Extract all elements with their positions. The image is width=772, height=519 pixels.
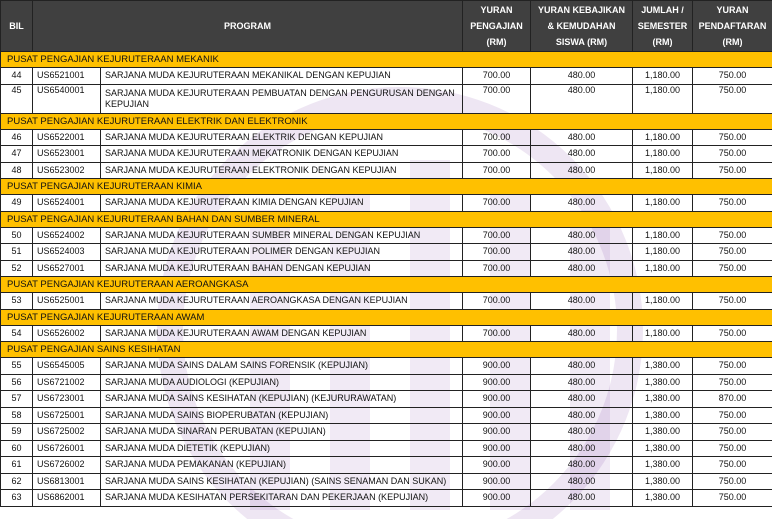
header-yuran-kebajikan xyxy=(531,1,633,52)
jumlah-cell: 1,180.00 xyxy=(633,293,693,310)
jumlah-cell: 1,380.00 xyxy=(633,473,693,490)
program-code-cell: US6725002 xyxy=(33,424,101,441)
section-row xyxy=(1,277,772,293)
program-code-cell: US6726002 xyxy=(33,457,101,474)
program-code-cell: US6524001 xyxy=(33,195,101,212)
program-name-cell: SARJANA MUDA KEJURUTERAAN ELEKTRIK DENGAN KEPUJIAN xyxy=(101,129,463,146)
program-code-cell: US6524003 xyxy=(33,244,101,261)
header-yuran-pendaftaran xyxy=(693,1,772,52)
yuran-pendaftaran-cell: 750.00 xyxy=(693,293,772,310)
yuran-pengajian-cell: 900.00 xyxy=(463,407,531,424)
header-yuran-pengajian xyxy=(463,1,531,52)
yuran-kebajikan-cell: 480.00 xyxy=(531,227,633,244)
bil-cell: 51 xyxy=(1,244,33,261)
yuran-kebajikan-cell: 480.00 xyxy=(531,293,633,310)
table-row xyxy=(1,293,772,310)
jumlah-cell: 1,380.00 xyxy=(633,407,693,424)
program-code-cell: US6526002 xyxy=(33,325,101,342)
yuran-pengajian-cell: 900.00 xyxy=(463,374,531,391)
program-code-cell: US6522001 xyxy=(33,129,101,146)
bil-cell: 48 xyxy=(1,162,33,179)
program-code-cell: US6523001 xyxy=(33,146,101,163)
table-row xyxy=(1,146,772,163)
section-title: PUSAT PENGAJIAN KEJURUTERAAN AEROANGKASA xyxy=(1,277,772,293)
program-code-cell: US6725001 xyxy=(33,407,101,424)
program-name-cell: SARJANA MUDA KEJURUTERAAN PEMBUATAN DENGAN PENGURUSAN DENGAN KEPUJIAN xyxy=(101,84,463,113)
yuran-kebajikan-cell: 480.00 xyxy=(531,162,633,179)
header-text: PENDAFTARAN xyxy=(698,21,767,31)
table-row xyxy=(1,424,772,441)
table-row xyxy=(1,244,772,261)
yuran-pengajian-cell: 900.00 xyxy=(463,473,531,490)
program-name-cell: SARJANA MUDA SAINS KESIHATAN (KEPUJIAN) (KEJURURAWATAN) xyxy=(101,391,463,408)
header-text: SEMESTER xyxy=(637,21,688,31)
header-jumlah xyxy=(633,1,693,52)
yuran-kebajikan-cell: 480.00 xyxy=(531,84,633,113)
table-row xyxy=(1,457,772,474)
header-bil: BIL xyxy=(1,1,33,52)
program-name-cell: SARJANA MUDA DIETETIK (KEPUJIAN) xyxy=(101,440,463,457)
program-code-cell: US6862001 xyxy=(33,490,101,507)
yuran-pengajian-cell: 900.00 xyxy=(463,457,531,474)
yuran-pendaftaran-cell: 750.00 xyxy=(693,146,772,163)
yuran-kebajikan-cell: 480.00 xyxy=(531,473,633,490)
yuran-pengajian-cell: 700.00 xyxy=(463,244,531,261)
jumlah-cell: 1,380.00 xyxy=(633,358,693,375)
jumlah-cell: 1,180.00 xyxy=(633,129,693,146)
jumlah-cell: 1,180.00 xyxy=(633,84,693,113)
header-text: YURAN xyxy=(480,5,513,15)
yuran-kebajikan-cell: 480.00 xyxy=(531,358,633,375)
header-text: YURAN xyxy=(716,5,749,15)
program-code-cell: US6721002 xyxy=(33,374,101,391)
jumlah-cell: 1,180.00 xyxy=(633,227,693,244)
program-code-cell: US6523002 xyxy=(33,162,101,179)
table-row xyxy=(1,440,772,457)
yuran-kebajikan-cell: 480.00 xyxy=(531,68,633,85)
bil-cell: 49 xyxy=(1,195,33,212)
bil-cell: 44 xyxy=(1,68,33,85)
yuran-pengajian-cell: 900.00 xyxy=(463,440,531,457)
bil-cell: 56 xyxy=(1,374,33,391)
table-row xyxy=(1,195,772,212)
header-text: JUMLAH / xyxy=(641,5,684,15)
yuran-pendaftaran-cell: 750.00 xyxy=(693,195,772,212)
section-title: PUSAT PENGAJIAN KEJURUTERAAN AWAM xyxy=(1,309,772,325)
yuran-pendaftaran-cell: 750.00 xyxy=(693,325,772,342)
yuran-pendaftaran-cell: 750.00 xyxy=(693,457,772,474)
yuran-pengajian-cell: 700.00 xyxy=(463,293,531,310)
table-row xyxy=(1,391,772,408)
jumlah-cell: 1,380.00 xyxy=(633,424,693,441)
yuran-kebajikan-cell: 480.00 xyxy=(531,325,633,342)
jumlah-cell: 1,180.00 xyxy=(633,325,693,342)
yuran-kebajikan-cell: 480.00 xyxy=(531,260,633,277)
header-text: YURAN KEBAJIKAN xyxy=(537,5,625,15)
yuran-pendaftaran-cell: 750.00 xyxy=(693,358,772,375)
program-name-cell: SARJANA MUDA KESIHATAN PERSEKITARAN DAN PEKERJAAN (KEPUJIAN) xyxy=(101,490,463,507)
yuran-pendaftaran-cell: 750.00 xyxy=(693,473,772,490)
header-program: PROGRAM xyxy=(33,1,463,52)
section-row xyxy=(1,179,772,195)
program-code-cell: US6540001 xyxy=(33,84,101,113)
jumlah-cell: 1,180.00 xyxy=(633,162,693,179)
yuran-pendaftaran-cell: 750.00 xyxy=(693,162,772,179)
yuran-pendaftaran-cell: 750.00 xyxy=(693,244,772,261)
bil-cell: 53 xyxy=(1,293,33,310)
yuran-pengajian-cell: 700.00 xyxy=(463,129,531,146)
table-row xyxy=(1,358,772,375)
yuran-kebajikan-cell: 480.00 xyxy=(531,490,633,507)
table-row xyxy=(1,407,772,424)
yuran-kebajikan-cell: 480.00 xyxy=(531,407,633,424)
table-row xyxy=(1,162,772,179)
table-row xyxy=(1,227,772,244)
bil-cell: 52 xyxy=(1,260,33,277)
program-code-cell: US6723001 xyxy=(33,391,101,408)
program-name-cell: SARJANA MUDA KEJURUTERAAN AWAM DENGAN KEPUJIAN xyxy=(101,325,463,342)
program-code-cell: US6521001 xyxy=(33,68,101,85)
yuran-kebajikan-cell: 480.00 xyxy=(531,374,633,391)
yuran-pendaftaran-cell: 750.00 xyxy=(693,490,772,507)
bil-cell: 63 xyxy=(1,490,33,507)
table-row xyxy=(1,473,772,490)
program-code-cell: US6524002 xyxy=(33,227,101,244)
program-name-cell: SARJANA MUDA KEJURUTERAAN BAHAN DENGAN KEPUJIAN xyxy=(101,260,463,277)
yuran-pengajian-cell: 700.00 xyxy=(463,195,531,212)
program-name-cell: SARJANA MUDA SINARAN PERUBATAN (KEPUJIAN) xyxy=(101,424,463,441)
bil-cell: 58 xyxy=(1,407,33,424)
section-row xyxy=(1,309,772,325)
yuran-kebajikan-cell: 480.00 xyxy=(531,195,633,212)
yuran-pengajian-cell: 700.00 xyxy=(463,68,531,85)
section-row xyxy=(1,342,772,358)
program-name-cell: SARJANA MUDA KEJURUTERAAN MEKATRONIK DENGAN KEPUJIAN xyxy=(101,146,463,163)
yuran-kebajikan-cell: 480.00 xyxy=(531,440,633,457)
section-row xyxy=(1,113,772,129)
header-text: (RM) xyxy=(652,37,673,47)
header-text: (RM) xyxy=(486,37,507,47)
yuran-pengajian-cell: 700.00 xyxy=(463,146,531,163)
section-row xyxy=(1,52,772,68)
bil-cell: 59 xyxy=(1,424,33,441)
yuran-pengajian-cell: 900.00 xyxy=(463,358,531,375)
program-name-cell: SARJANA MUDA KEJURUTERAAN MEKANIKAL DENGAN KEPUJIAN xyxy=(101,68,463,85)
bil-cell: 60 xyxy=(1,440,33,457)
yuran-pengajian-cell: 900.00 xyxy=(463,391,531,408)
yuran-pendaftaran-cell: 750.00 xyxy=(693,424,772,441)
yuran-pengajian-cell: 700.00 xyxy=(463,162,531,179)
jumlah-cell: 1,180.00 xyxy=(633,244,693,261)
jumlah-cell: 1,180.00 xyxy=(633,68,693,85)
yuran-kebajikan-cell: 480.00 xyxy=(531,424,633,441)
program-name-cell: SARJANA MUDA KEJURUTERAAN KIMIA DENGAN KEPUJIAN xyxy=(101,195,463,212)
bil-cell: 55 xyxy=(1,358,33,375)
yuran-pendaftaran-cell: 750.00 xyxy=(693,374,772,391)
section-title: PUSAT PENGAJIAN KEJURUTERAAN BAHAN DAN SUMBER MINERAL xyxy=(1,211,772,227)
table-body xyxy=(1,52,772,507)
bil-cell: 50 xyxy=(1,227,33,244)
yuran-pendaftaran-cell: 750.00 xyxy=(693,440,772,457)
yuran-pengajian-cell: 700.00 xyxy=(463,260,531,277)
yuran-kebajikan-cell: 480.00 xyxy=(531,457,633,474)
header-row xyxy=(1,1,772,52)
yuran-pendaftaran-cell: 750.00 xyxy=(693,68,772,85)
yuran-kebajikan-cell: 480.00 xyxy=(531,391,633,408)
program-name-cell: SARJANA MUDA PEMAKANAN (KEPUJIAN) xyxy=(101,457,463,474)
program-name-cell: SARJANA MUDA KEJURUTERAAN ELEKTRONIK DENGAN KEPUJIAN xyxy=(101,162,463,179)
jumlah-cell: 1,380.00 xyxy=(633,374,693,391)
jumlah-cell: 1,380.00 xyxy=(633,457,693,474)
program-name-cell: SARJANA MUDA KEJURUTERAAN SUMBER MINERAL DENGAN KEPUJIAN xyxy=(101,227,463,244)
yuran-pendaftaran-cell: 750.00 xyxy=(693,260,772,277)
table-row xyxy=(1,325,772,342)
program-name-cell: SARJANA MUDA KEJURUTERAAN AEROANGKASA DENGAN KEPUJIAN xyxy=(101,293,463,310)
yuran-kebajikan-cell: 480.00 xyxy=(531,129,633,146)
jumlah-cell: 1,180.00 xyxy=(633,195,693,212)
table-row xyxy=(1,260,772,277)
jumlah-cell: 1,380.00 xyxy=(633,391,693,408)
header-text: & KEMUDAHAN xyxy=(547,21,616,31)
yuran-pengajian-cell: 700.00 xyxy=(463,325,531,342)
yuran-pengajian-cell: 700.00 xyxy=(463,227,531,244)
yuran-kebajikan-cell: 480.00 xyxy=(531,244,633,261)
bil-cell: 62 xyxy=(1,473,33,490)
bil-cell: 45 xyxy=(1,84,33,113)
section-row xyxy=(1,211,772,227)
jumlah-cell: 1,380.00 xyxy=(633,440,693,457)
bil-cell: 57 xyxy=(1,391,33,408)
bil-cell: 61 xyxy=(1,457,33,474)
yuran-pendaftaran-cell: 870.00 xyxy=(693,391,772,408)
yuran-pendaftaran-cell: 750.00 xyxy=(693,84,772,113)
program-name-cell: SARJANA MUDA SAINS KESIHATAN (KEPUJIAN) (SAINS SENAMAN DAN SUKAN) xyxy=(101,473,463,490)
table-row xyxy=(1,84,772,113)
jumlah-cell: 1,180.00 xyxy=(633,146,693,163)
table-row xyxy=(1,129,772,146)
yuran-kebajikan-cell: 480.00 xyxy=(531,146,633,163)
program-name-cell: SARJANA MUDA SAINS DALAM SAINS FORENSIK (KEPUJIAN) xyxy=(101,358,463,375)
header-text: SISWA (RM) xyxy=(555,37,608,47)
yuran-pengajian-cell: 900.00 xyxy=(463,424,531,441)
section-title: PUSAT PENGAJIAN SAINS KESIHATAN xyxy=(1,342,772,358)
program-code-cell: US6527001 xyxy=(33,260,101,277)
section-title: PUSAT PENGAJIAN KEJURUTERAAN ELEKTRIK DAN ELEKTRONIK xyxy=(1,113,772,129)
jumlah-cell: 1,380.00 xyxy=(633,490,693,507)
program-code-cell: US6525001 xyxy=(33,293,101,310)
jumlah-cell: 1,180.00 xyxy=(633,260,693,277)
program-code-cell: US6813001 xyxy=(33,473,101,490)
table-row xyxy=(1,490,772,507)
header-text: PENGAJIAN xyxy=(470,21,523,31)
program-name-cell: SARJANA MUDA KEJURUTERAAN POLIMER DENGAN KEPUJIAN xyxy=(101,244,463,261)
yuran-pendaftaran-cell: 750.00 xyxy=(693,407,772,424)
bil-cell: 46 xyxy=(1,129,33,146)
program-code-cell: US6726001 xyxy=(33,440,101,457)
bil-cell: 47 xyxy=(1,146,33,163)
yuran-pengajian-cell: 900.00 xyxy=(463,490,531,507)
program-code-cell: US6545005 xyxy=(33,358,101,375)
program-name-cell: SARJANA MUDA AUDIOLOGI (KEPUJIAN) xyxy=(101,374,463,391)
section-title: PUSAT PENGAJIAN KEJURUTERAAN MEKANIK xyxy=(1,52,772,68)
table-row xyxy=(1,374,772,391)
program-name-cell: SARJANA MUDA SAINS BIOPERUBATAN (KEPUJIAN) xyxy=(101,407,463,424)
bil-cell: 54 xyxy=(1,325,33,342)
yuran-pendaftaran-cell: 750.00 xyxy=(693,129,772,146)
yuran-pendaftaran-cell: 750.00 xyxy=(693,227,772,244)
table-row xyxy=(1,68,772,85)
yuran-pengajian-cell: 700.00 xyxy=(463,84,531,113)
section-title: PUSAT PENGAJIAN KEJURUTERAAN KIMIA xyxy=(1,179,772,195)
header-text: (RM) xyxy=(722,37,743,47)
